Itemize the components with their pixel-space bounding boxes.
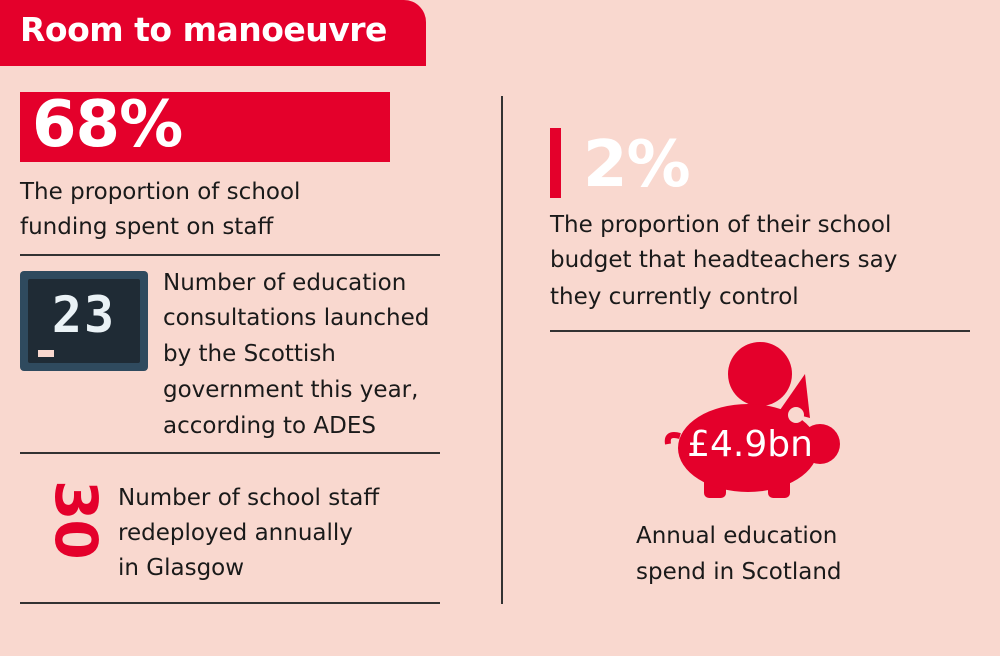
stat-spend-value: £4.9bn [687, 424, 813, 465]
stat-budget-control-label-2: budget that headteachers say [550, 247, 898, 273]
stat-staff-funding-label-2: funding spent on staff [20, 214, 274, 240]
divider [20, 254, 440, 256]
stat-spend-label-1: Annual education [636, 523, 838, 549]
divider [20, 452, 440, 454]
stat-consultations-label-2: consultations launched [163, 305, 430, 331]
stat-redeployed-value: 30 [42, 480, 110, 559]
stat-staff-funding-value: 68% [32, 88, 183, 162]
stat-consultations-label-1: Number of education [163, 270, 407, 296]
stat-redeployed-label-2: redeployed annually [118, 520, 353, 546]
stat-spend-label-2: spend in Scotland [636, 559, 842, 585]
page-title: Room to manoeuvre [20, 10, 387, 49]
stat-budget-control-value: 2% [583, 128, 690, 202]
divider [20, 602, 440, 604]
stat-staff-funding-label-1: The proportion of school [20, 179, 301, 205]
stat-budget-control-label-1: The proportion of their school [550, 212, 892, 238]
stat-redeployed-label-1: Number of school staff [118, 485, 380, 511]
stat-consultations-label-3: by the Scottish [163, 341, 336, 367]
stat-accent-bar [550, 128, 561, 198]
stat-redeployed-label-3: in Glasgow [118, 555, 245, 581]
stat-budget-control-label-3: they currently control [550, 284, 799, 310]
column-divider [501, 96, 503, 604]
divider [550, 330, 970, 332]
stat-consultations-value: 23 [51, 286, 117, 344]
chalkboard-eraser [38, 350, 54, 357]
stat-consultations-label-4: government this year, [163, 377, 419, 403]
stat-consultations-label-5: according to ADES [163, 413, 376, 439]
